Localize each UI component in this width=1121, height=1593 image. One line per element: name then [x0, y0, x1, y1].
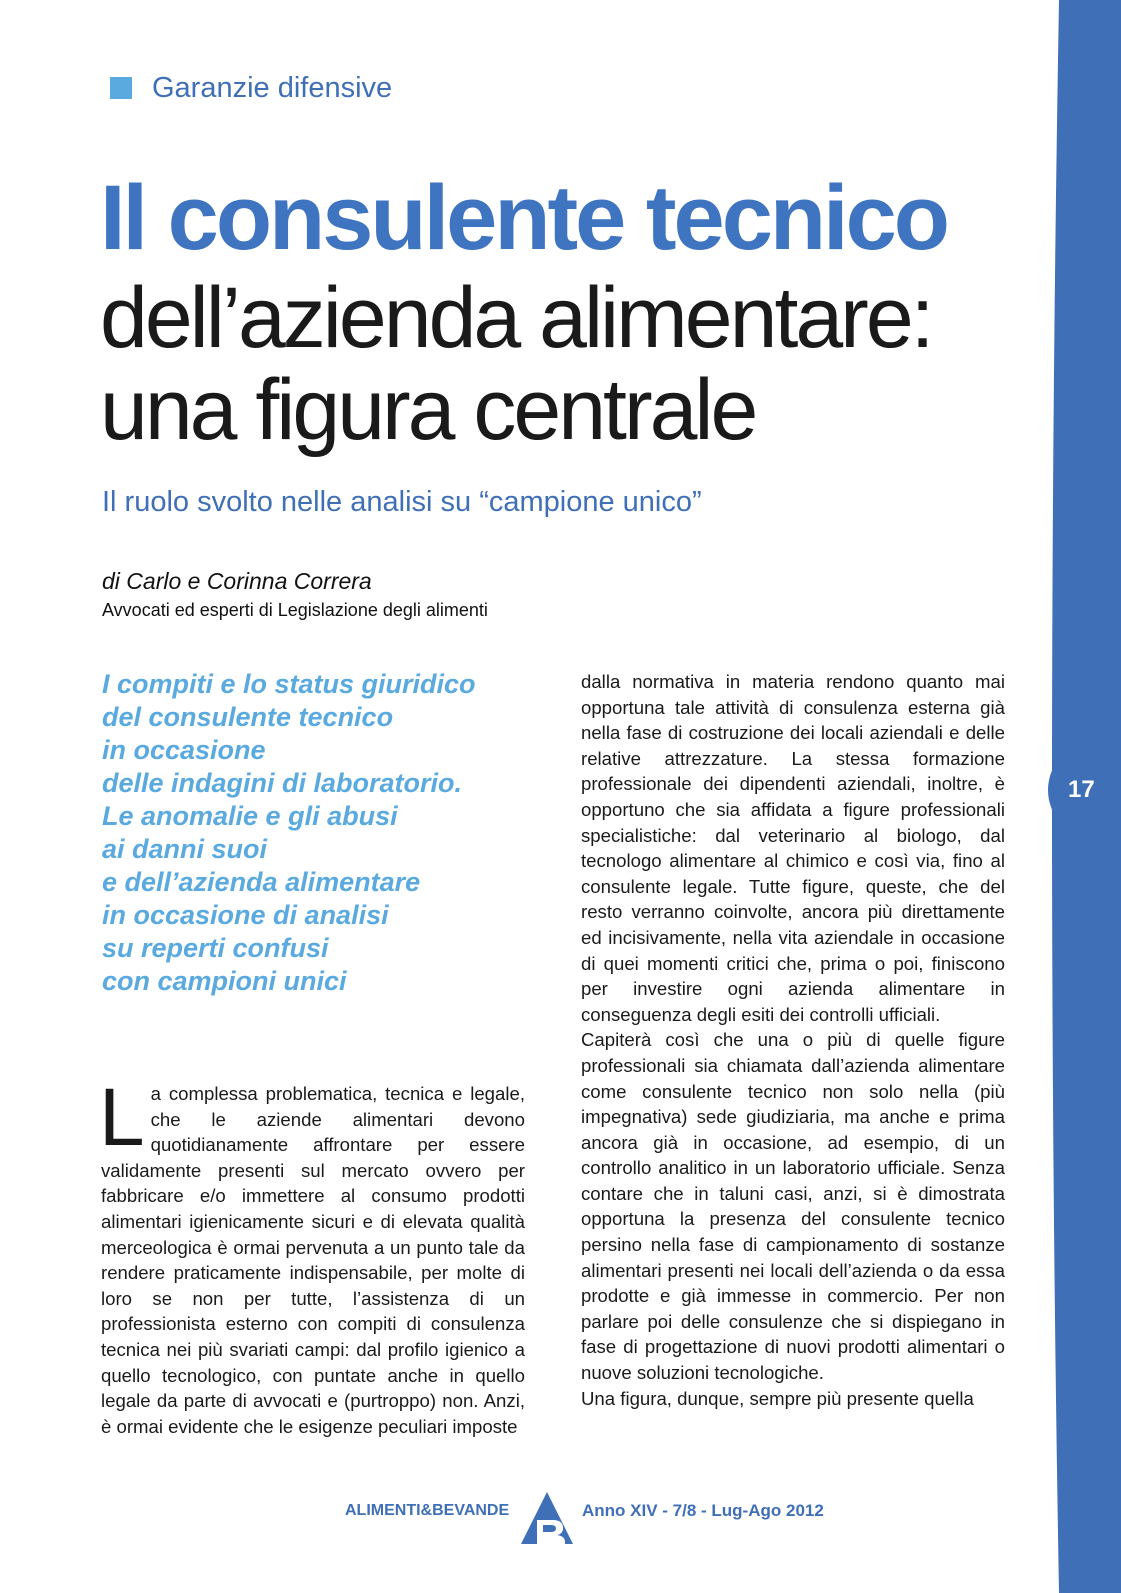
- body-paragraph: Una figura, dunque, sempre più presente quella: [581, 1387, 974, 1409]
- lead-line: e dell’azienda alimentare: [102, 867, 421, 897]
- lead-line: Le anomalie e gli abusi: [102, 801, 398, 831]
- lead-line: I compiti e lo status giuridico: [102, 669, 476, 699]
- lead-line: in occasione di analisi: [102, 900, 389, 930]
- drop-cap: L: [99, 1072, 145, 1163]
- body-paragraph: Capiterà così che una o più di quelle figure professionali sia chiamata dall’azienda alimentare come consulente tecnico non solo nella (più impegnativa) sede giudiziaria, ma anche e prima ancora già in occasione, ad esempio, di un controllo analitico in un laboratorio ufficiale. Senza contare che in taluni casi, anzi, si è dimostrata opportuna la presenza del consulente tecnico persino nella fase di campionamento di sostanze alimentari presenti nei locali dell’azienda o da essa prodotte e già immesse in commercio. Per non parlare poi delle consulenze che si dispiegano in fase di progettazione di nuovi prodotti alimentari o nuove soluzioni tecnologiche.: [581, 1029, 1005, 1384]
- section-tag: [110, 72, 392, 104]
- title-line-1: Il consulente tecnico: [100, 167, 947, 269]
- magazine-logo-icon: [517, 1490, 577, 1546]
- subtitle: Il ruolo svolto nelle analisi su “campione unico”: [102, 486, 702, 518]
- title-line-2: dell’azienda alimentare:: [100, 270, 932, 366]
- footer: [0, 1490, 1050, 1550]
- page-number: 17: [1068, 776, 1095, 803]
- lead-line: delle indagini di laboratorio.: [102, 768, 463, 798]
- author-role: Avvocati ed esperti di Legislazione degli alimenti: [102, 600, 488, 620]
- title-line-3: una figura centrale: [100, 362, 756, 458]
- lead-line: del consulente tecnico: [102, 702, 394, 732]
- lead-line: su reperti confusi: [102, 933, 329, 963]
- lead-text: [102, 668, 542, 998]
- author: di Carlo e Corinna Correra: [102, 568, 372, 594]
- magazine-name: ALIMENTI&BEVANDE: [345, 1502, 510, 1519]
- section-square-icon: [110, 77, 132, 99]
- lead-line: in occasione: [102, 735, 266, 765]
- body-paragraph: dalla normativa in materia rendono quanto mai opportuna tale attività di consulenza esterna già nella fase di costruzione dei locali aziendali e delle relative attrezzature. La stessa formazione professionale dei dipendenti aziendali, inoltre, è opportuno che sia affidata a figure professionali specialistiche: dal veterinario al biologo, dal tecnologo alimentare al chimico e così via, fino al consulente legale. Tutte figure, queste, che del resto verranno coinvolte, ancora più direttamente ed incisivamente, nella vita aziendale in occasione di quei momenti critici che, prima o poi, finiscono per investire ogni azienda alimentare in conseguenza degli esiti dei controlli ufficiali.: [581, 671, 1005, 1025]
- issue-info: Anno XIV - 7/8 - Lug-Ago 2012: [582, 1501, 824, 1520]
- lead-line: con campioni unici: [102, 966, 347, 996]
- body-column-right: [581, 669, 1005, 1411]
- body-paragraph: a complessa problematica, tecnica e legale, che le aziende alimentari devono quotidianamente affrontare per essere validamente presenti sul mercato ovvero per fabbricare e/o immettere al consumo prodotti alimentari igienicamente sicuri e di elevata qualità merceologica è ormai pervenuta a un punto tale da rendere praticamente indispensabile, per molte di loro se non per tutte, l’assistenza di un professionista esterno con compiti di consulenza tecnica nei più svariati campi: dal profilo igienico a quello tecnologico, con puntate anche in quello legale da parte di avvocati e (purtroppo) non. Anzi, è ormai evidente che le esigenze peculiari imposte: [101, 1083, 525, 1437]
- lead-line: ai danni suoi: [102, 834, 268, 864]
- section-label: Garanzie difensive: [152, 71, 393, 104]
- body-column-left: [99, 1072, 525, 1439]
